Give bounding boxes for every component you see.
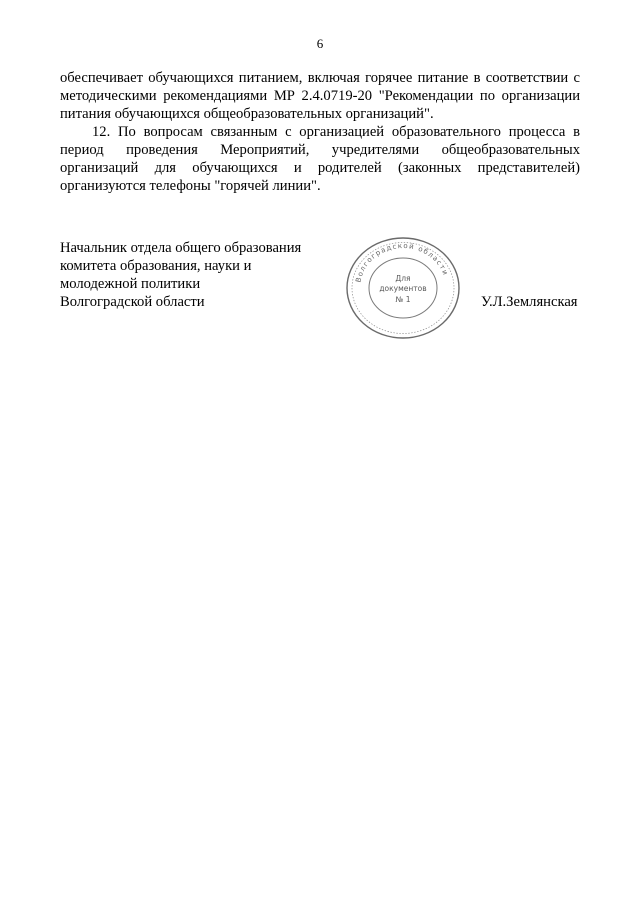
stamp-ring-text: Волгоградской области <box>354 241 450 284</box>
signature-title-block <box>60 239 330 311</box>
signer-name: У.Л.Землянская <box>481 294 578 310</box>
paragraph-item-12: 12. По вопросам связанным с организацией образовательного процесса в период проведения Мероприятий, учредителями общеобразовательных организаций для обучающихся и родителей (законных представителей) организуются телефоны "горячей линии". <box>60 124 580 194</box>
signature-title-line: Начальник отдела общего образования <box>60 240 302 256</box>
stamp-seal-graphic <box>344 236 462 340</box>
body-text <box>60 69 580 195</box>
page-number: 6 <box>316 36 324 51</box>
signature-title-line: молодежной политики <box>60 276 201 292</box>
stamp-inner-text: № 1 <box>395 295 411 304</box>
official-stamp <box>344 236 462 340</box>
stamp-inner-text: Для <box>395 274 411 283</box>
paragraph-continuation: обеспечивает обучающихся питанием, включая горячее питание в соответствии с методическими рекомендациями МР 2.4.0719-20 "Рекомендации по организации питания обучающихся общеобразовательных организаций". <box>60 70 580 122</box>
signature-title-line: Волгоградской области <box>60 294 205 310</box>
signature-title-line: комитета образования, науки и <box>60 258 252 274</box>
stamp-inner-text: документов <box>379 284 427 293</box>
